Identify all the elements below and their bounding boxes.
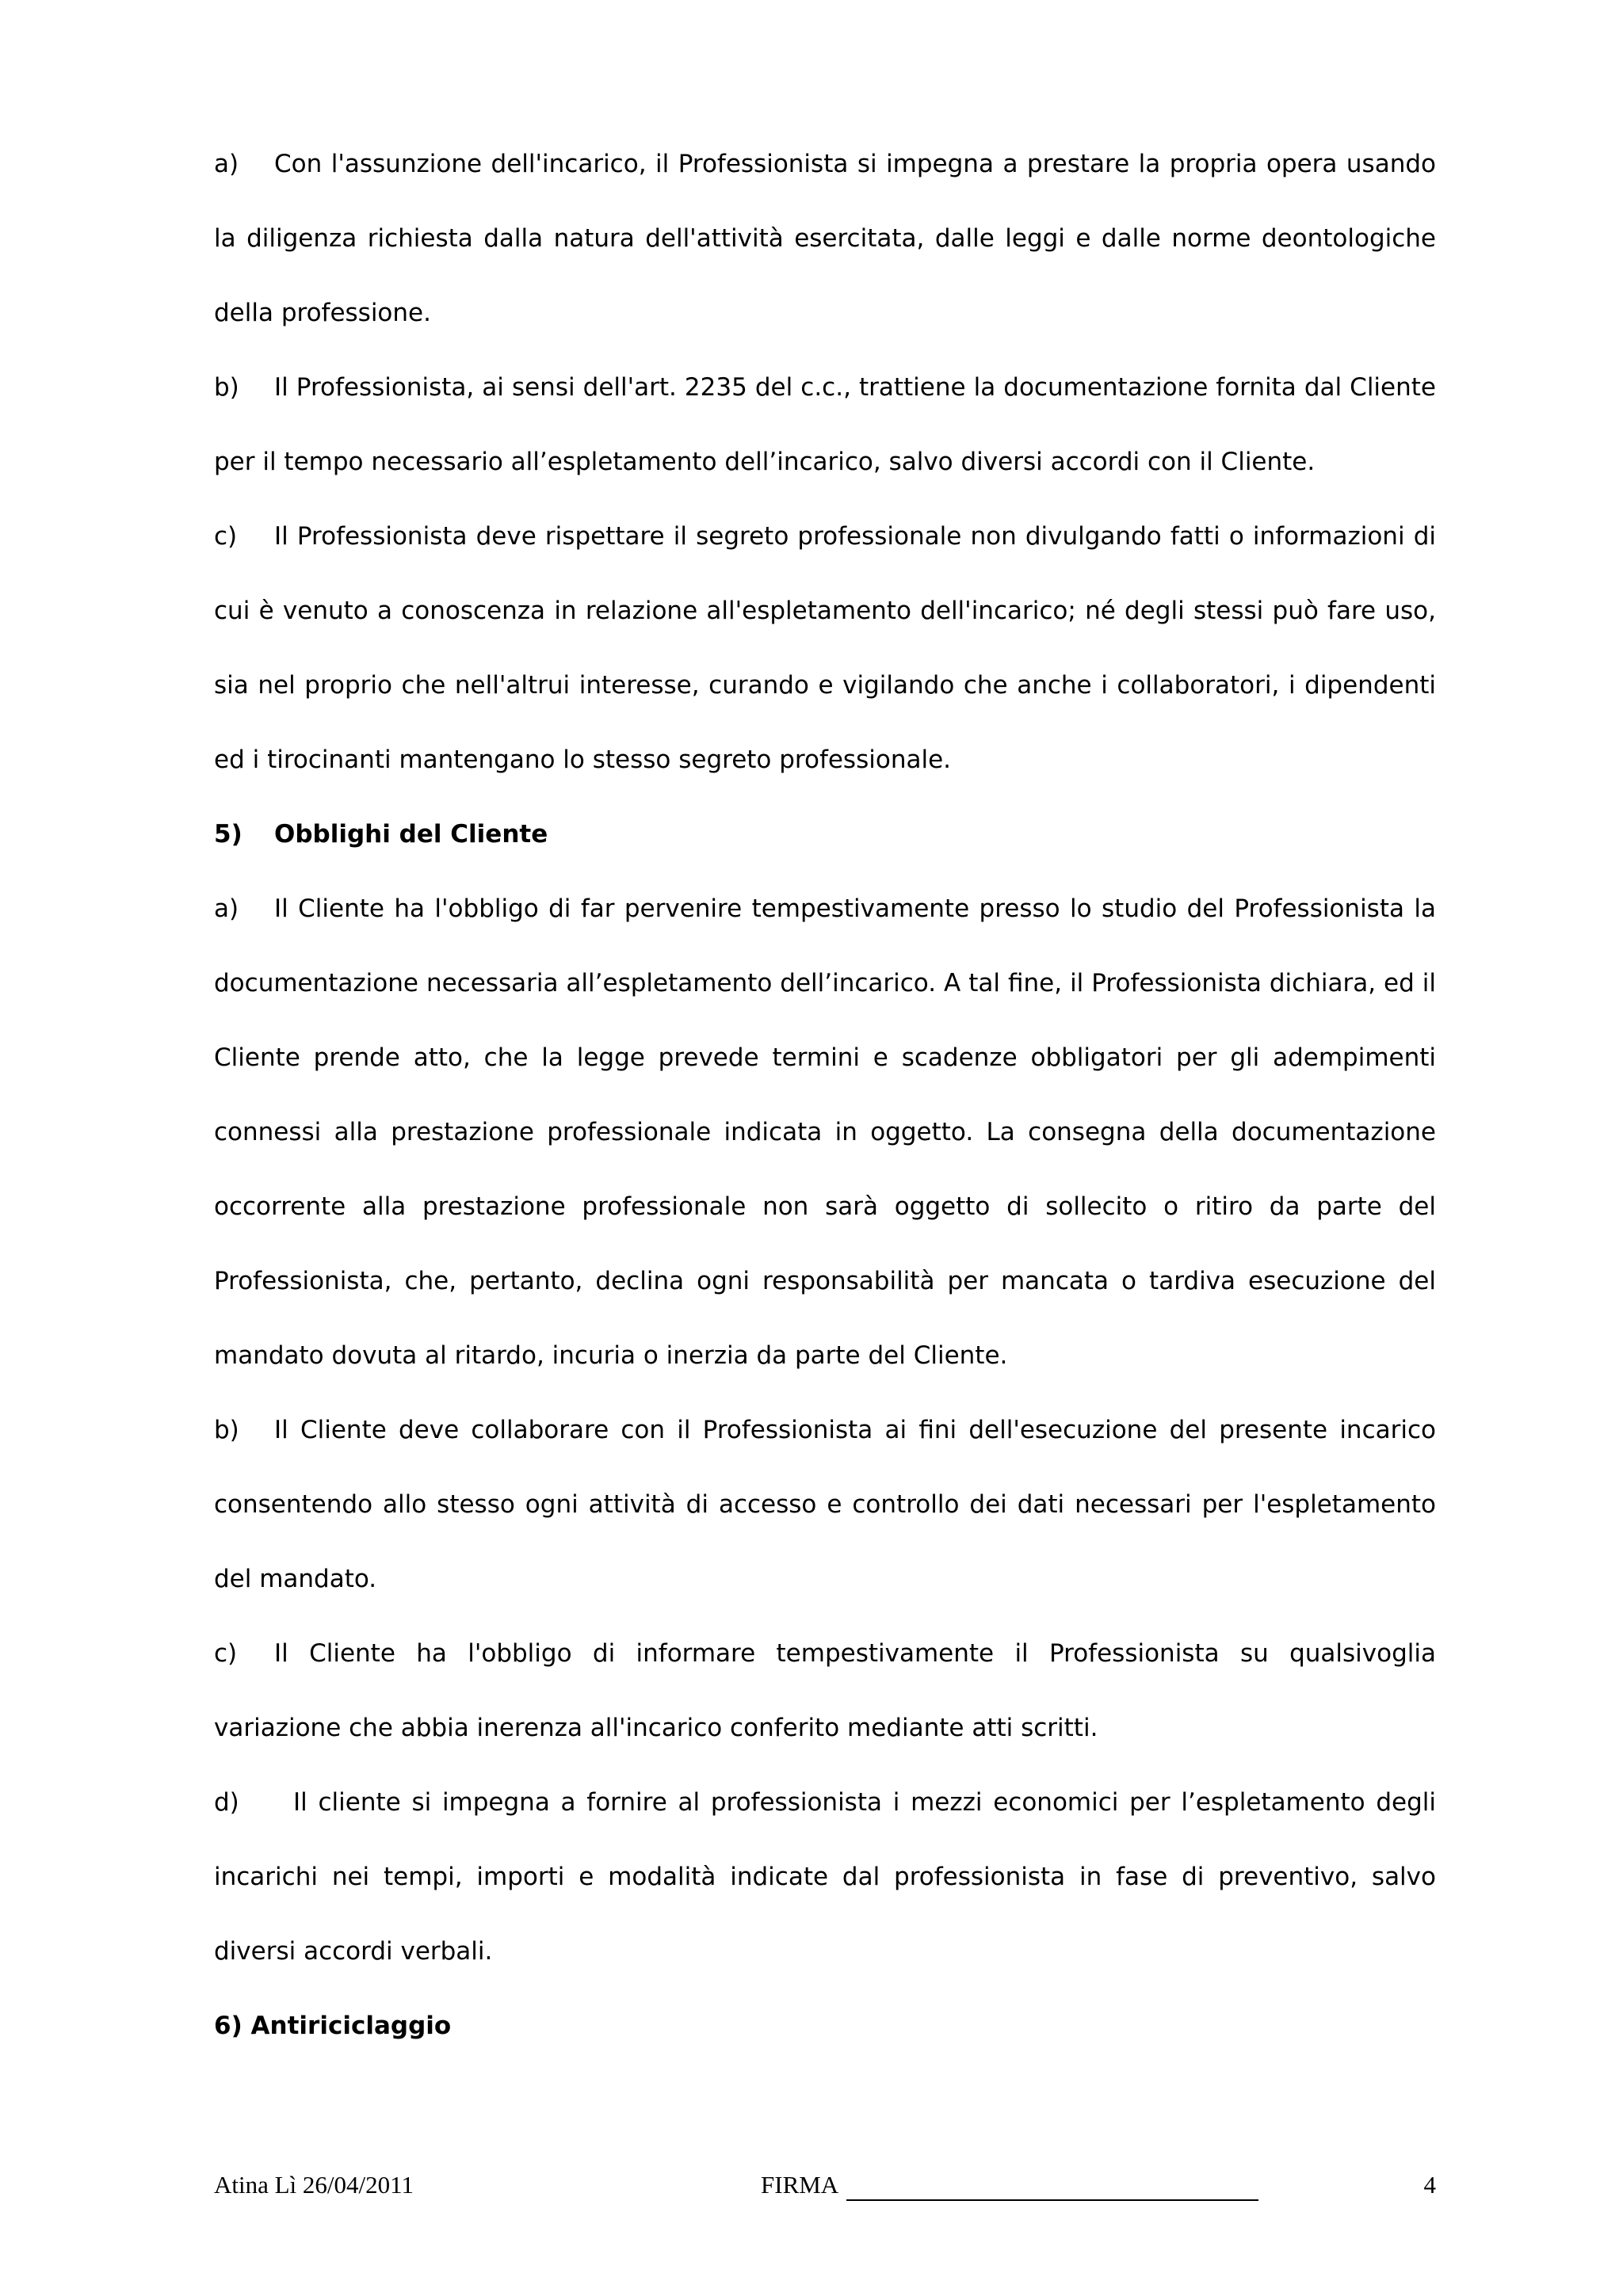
section-heading-antiriciclaggio [214,1989,1436,2063]
section-heading-obblighi-cliente [214,797,1436,871]
page-body [214,127,1436,2063]
item-label: a) [214,150,239,178]
item-label: a) [214,894,239,923]
section-title: 6) Antiriciclaggio [214,2012,452,2040]
signature-label: FIRMA [761,2171,839,2199]
section-title: Obblighi del Cliente [274,820,548,849]
item-label: b) [214,1416,239,1444]
page-footer [214,2169,1436,2201]
paragraph-text: Il Professionista, ai sensi dell'art. 2235 del c.c., trattiene la documentazione fornita dal Cliente per il tempo necessario all’espletamento dell’incarico, salvo diversi accordi con il Cliente. [214,373,1436,476]
signature-field [761,2169,1258,2201]
item-label: d) [214,1788,239,1817]
paragraph-c-client-information [214,1616,1436,1765]
paragraph-c-professional-secrecy [214,499,1436,797]
paragraph-a-professional-diligence [214,127,1436,350]
paragraph-text: Il Professionista deve rispettare il segreto professionale non divulgando fatti o informazioni di cui è venuto a conoscenza in relazione all'espletamento dell'incarico; né degli stessi può fare uso, sia nel proprio che nell'altrui interesse, curando e vigilando che anche i collaboratori, i dipendenti ed i tirocinanti mantengano lo stesso segreto professionale. [214,522,1436,774]
item-label: c) [214,1639,238,1668]
paragraph-text: Il Cliente deve collaborare con il Professionista ai fini dell'esecuzione del presente incarico consentendo allo stesso ogni attività di accesso e controllo dei dati necessari per l'espletamento del mandato. [214,1416,1436,1593]
paragraph-text: Il Cliente ha l'obbligo di far pervenire tempestivamente presso lo studio del Professionista la documentazione necessaria all’espletamento dell’incarico. A tal fine, il Professionista dichiara, ed il Cliente prende atto, che la legge prevede termini e scadenze obbligatori per gli adempimenti connessi alla prestazione professionale indicata in oggetto. La consegna della documentazione occorrente alla prestazione professionale non sarà oggetto di sollecito o ritiro da parte del Professionista, che, pertanto, declina ogni responsabilità per mancata o tardiva esecuzione del mandato dovuta al ritardo, incuria o inerzia da parte del Cliente. [214,894,1436,1370]
paragraph-a-client-documentation [214,871,1436,1393]
paragraph-b-client-collaboration [214,1393,1436,1616]
page-number: 4 [1423,2171,1436,2199]
signature-line [846,2176,1258,2201]
paragraph-text: Il cliente si impegna a fornire al professionista i mezzi economici per l’espletamento degli incarichi nei tempi, importi e modalità indicate dal professionista in fase di preventivo, salvo diversi accordi verbali. [214,1788,1436,1966]
place-date: Atina Lì 26/04/2011 [214,2171,414,2199]
paragraph-text: Con l'assunzione dell'incarico, il Professionista si impegna a prestare la propria opera usando la diligenza richiesta dalla natura dell'attività esercitata, dalle leggi e dalle norme deontologiche della professione. [214,150,1436,327]
paragraph-b-documentation [214,350,1436,499]
section-number: 5) [214,820,242,849]
paragraph-text: Il Cliente ha l'obbligo di informare tempestivamente il Professionista su qualsivoglia variazione che abbia inerenza all'incarico conferito mediante atti scritti. [214,1639,1436,1742]
item-label: c) [214,522,238,551]
paragraph-d-client-funds [214,1765,1436,1989]
item-label: b) [214,373,239,402]
